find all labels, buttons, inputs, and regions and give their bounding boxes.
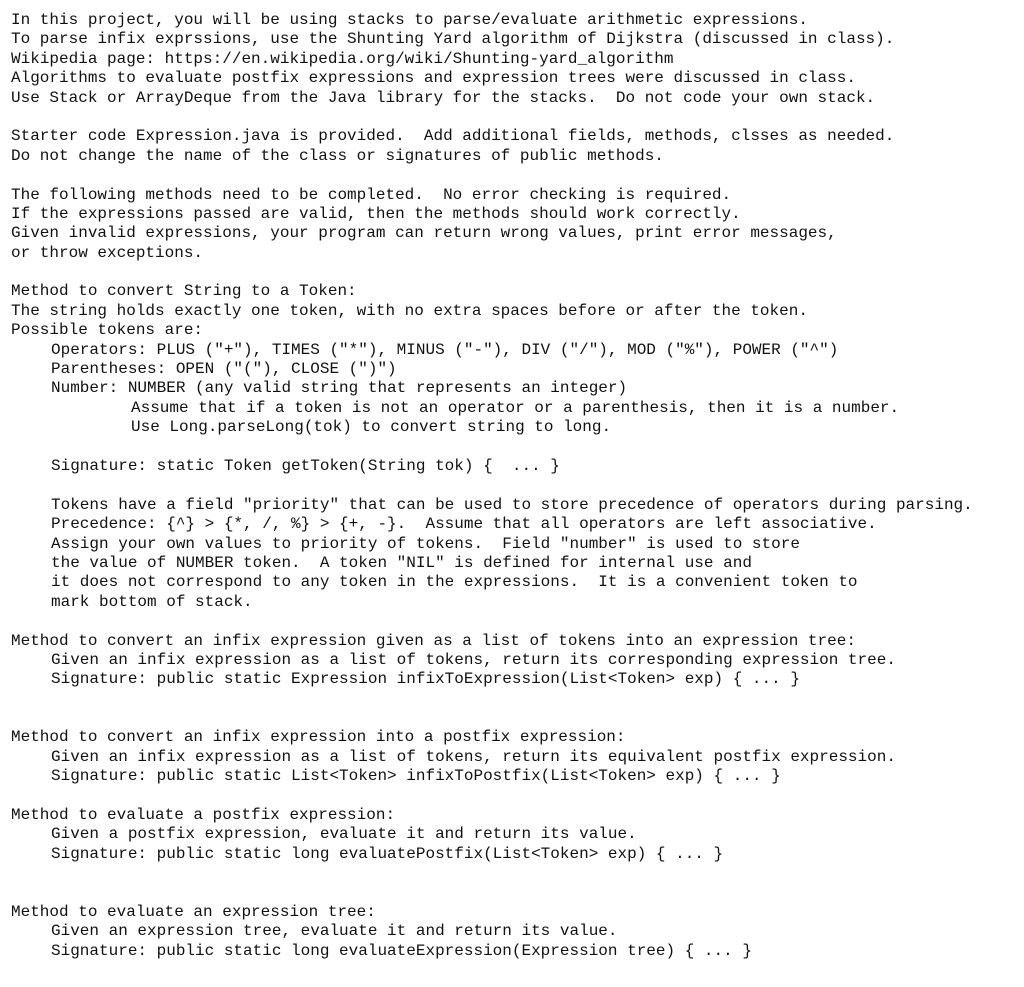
priority-line: Assign your own values to priority of tokens. Field "number" is used to store (51, 534, 800, 553)
section-heading: Method to convert String to a Token: (11, 282, 357, 301)
spacer (11, 787, 1021, 806)
infix-to-expression-section (11, 632, 1021, 690)
spacer (11, 263, 1021, 282)
operators-line: Operators: PLUS ("+"), TIMES ("*"), MINUS ("-"), DIV ("/"), MOD ("%"), POWER ("^") (51, 340, 839, 359)
priority-line: Tokens have a field "priority" that can be used to store precedence of operators during parsing. (51, 495, 973, 514)
method-signature: Signature: public static Expression infixToExpression(List<Token> exp) { ... } (51, 670, 800, 689)
starter-line: Do not change the name of the class or signatures of public methods. (11, 146, 664, 165)
spacer (11, 709, 1021, 728)
section-heading: Method to evaluate an expression tree: (11, 902, 376, 921)
section-heading: Method to convert an infix expression given as a list of tokens into an expression tree: (11, 631, 856, 650)
priority-line: the value of NUMBER token. A token "NIL" is defined for internal use and (51, 553, 752, 572)
section-description: Given an infix expression as a list of tokens, return its equivalent postfix expression. (51, 747, 896, 766)
number-note: Assume that if a token is not an operator or a parenthesis, then it is a number. (131, 398, 900, 417)
spacer (11, 476, 1021, 495)
section-description: Given a postfix expression, evaluate it and return its value. (51, 825, 637, 844)
section-heading: Method to evaluate a postfix expression: (11, 806, 396, 825)
method-signature: Signature: static Token getToken(String tok) { ... } (51, 456, 560, 475)
parentheses-line: Parentheses: OPEN ("("), CLOSE (")") (51, 360, 397, 379)
number-line: Number: NUMBER (any valid string that represents an integer) (51, 379, 628, 398)
assignment-document (11, 11, 1021, 961)
starter-line: Starter code Expression.java is provided. Add additional fields, methods, clsses as needed. (11, 127, 895, 146)
evaluate-postfix-section (11, 806, 1021, 864)
section-description: The string holds exactly one token, with no extra spaces before or after the token. (11, 301, 808, 320)
method-signature: Signature: public static List<Token> infixToPostfix(List<Token> exp) { ... } (51, 767, 781, 786)
section-description: Given an expression tree, evaluate it and return its value. (51, 922, 618, 941)
spacer (11, 864, 1021, 883)
requirements-line: If the expressions passed are valid, then the methods should work correctly. (11, 204, 741, 223)
intro-line: To parse infix exprssions, use the Shunting Yard algorithm of Dijkstra (discussed in class). (11, 30, 895, 49)
spacer (11, 166, 1021, 185)
intro-line: In this project, you will be using stacks to parse/evaluate arithmetic expressions. (11, 11, 808, 29)
intro-line: Use Stack or ArrayDeque from the Java library for the stacks. Do not code your own stack. (11, 88, 876, 107)
method-signature: Signature: public static long evaluateExpression(Expression tree) { ... } (51, 941, 752, 960)
priority-line: it does not correspond to any token in the expressions. It is a convenient token to (51, 573, 858, 592)
section-description: Given an infix expression as a list of tokens, return its corresponding expression tree. (51, 650, 896, 669)
intro-line: Algorithms to evaluate postfix expressions and expression trees were discussed in class. (11, 69, 856, 88)
spacer (11, 438, 1021, 457)
requirements-line: The following methods need to be completed. No error checking is required. (11, 185, 732, 204)
requirements-section (11, 186, 1021, 264)
wikipedia-link-line: Wikipedia page: https://en.wikipedia.org/wiki/Shunting-yard_algorithm (11, 49, 674, 68)
priority-line: Precedence: {^} > {*, /, %} > {+, -}. Assume that all operators are left associative. (51, 515, 877, 534)
possible-tokens-label: Possible tokens are: (11, 321, 204, 340)
evaluate-expression-section (11, 903, 1021, 961)
spacer (11, 884, 1021, 903)
infix-to-postfix-section (11, 728, 1021, 786)
section-heading: Method to convert an infix expression into a postfix expression: (11, 728, 626, 747)
requirements-line: or throw exceptions. (11, 243, 204, 262)
spacer (11, 612, 1021, 631)
priority-line: mark bottom of stack. (51, 592, 253, 611)
starter-code-section (11, 127, 1021, 166)
requirements-line: Given invalid expressions, your program can return wrong values, print error messages, (11, 224, 837, 243)
number-note: Use Long.parseLong(tok) to convert string to long. (131, 418, 612, 437)
spacer (11, 690, 1021, 709)
spacer (11, 108, 1021, 127)
method-signature: Signature: public static long evaluatePostfix(List<Token> exp) { ... } (51, 844, 724, 863)
intro-section (11, 11, 1021, 108)
get-token-section (11, 282, 1021, 612)
